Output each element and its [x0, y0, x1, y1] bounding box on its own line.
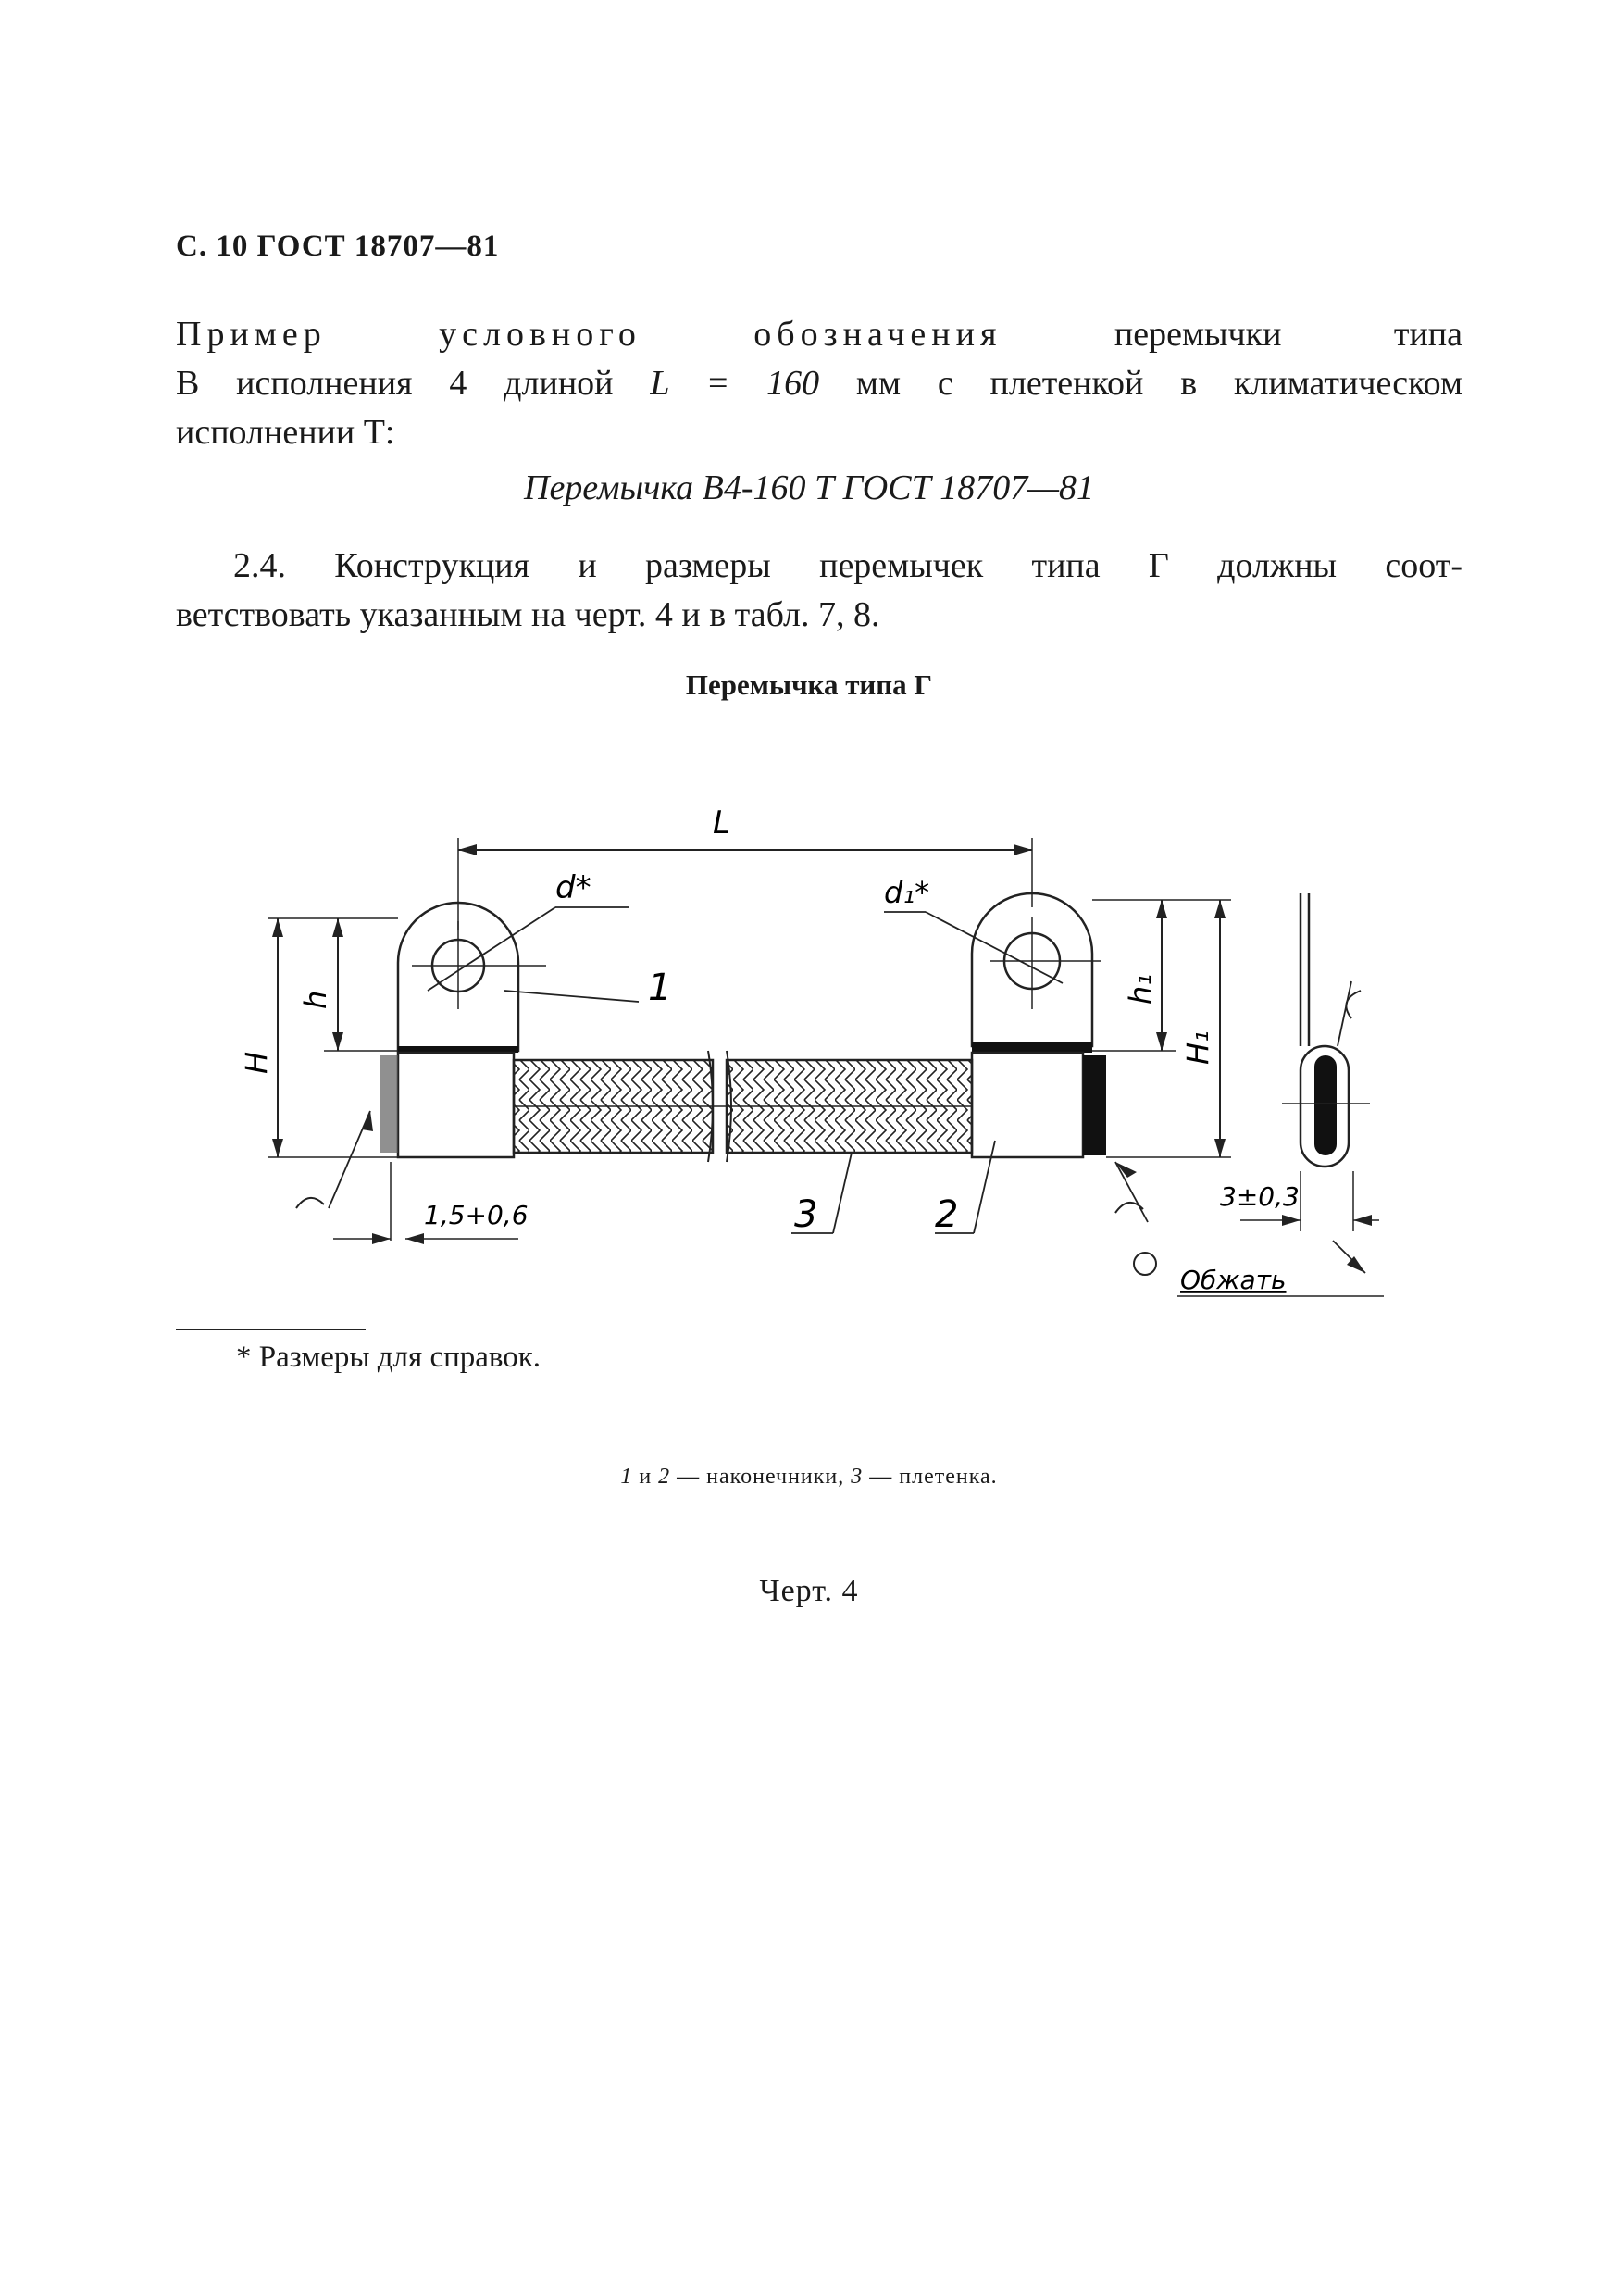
right-tip	[884, 875, 1106, 1236]
phrase: в климатическом	[1180, 364, 1462, 403]
figure-legend	[0, 1465, 1618, 1490]
word: обозначения	[753, 315, 1002, 354]
word: типа	[1393, 315, 1463, 354]
label-d: d*	[555, 869, 591, 906]
label-pos1: 1	[648, 967, 672, 1009]
figure-title: Перемычка типа Г	[685, 668, 933, 701]
label-pos3: 3	[794, 1193, 818, 1236]
footnote: * Размеры для справок.	[236, 1341, 541, 1374]
legend-num-2: 2	[658, 1465, 671, 1489]
phrase: мм с плетенкой	[855, 364, 1144, 403]
para1-line3: исполнении Т:	[176, 413, 395, 452]
word: перемычки	[1114, 315, 1282, 354]
dimensions-right	[1092, 900, 1231, 1275]
label-H1: H₁	[1180, 1030, 1215, 1065]
dimension-L	[458, 805, 1032, 930]
label-h: h	[298, 990, 333, 1009]
phrase: В исполнения 4 длиной	[176, 364, 614, 403]
label-d1: d₁*	[884, 875, 930, 910]
page-header: С. 10 ГОСТ 18707—81	[176, 230, 500, 263]
label-L: L	[713, 805, 730, 842]
label-pos2: 2	[935, 1193, 959, 1236]
footnote-divider	[176, 1329, 366, 1330]
designation-example: Перемычка В4-160 Т ГОСТ 18707—81	[524, 468, 1094, 507]
label-h1: h₁	[1123, 973, 1158, 1004]
braid-3	[514, 1051, 972, 1236]
side-view	[1177, 893, 1384, 1296]
para2-line1: 2.4. Конструкция и размеры перемычек типа Г должны соот-	[233, 546, 1462, 585]
legend-num-3: 3	[851, 1465, 864, 1489]
legend-tips: — наконечники,	[677, 1465, 845, 1489]
label-tol-right: 3±0,3	[1220, 1181, 1300, 1212]
legend-num-1: 1	[620, 1465, 633, 1489]
legend-and: и	[639, 1465, 653, 1489]
label-H: H	[239, 1051, 274, 1074]
para2-line2: ветствовать указанным на черт. 4 и в табл. 7, 8.	[176, 595, 880, 634]
legend-braid: — плетенка.	[869, 1465, 998, 1489]
word: Пример	[176, 315, 327, 354]
label-crimp-note: Обжать	[1180, 1265, 1287, 1295]
length-formula: L = 160	[650, 364, 820, 403]
figure-number: Черт. 4	[759, 1574, 859, 1608]
label-tol-left: 1,5+0,6	[424, 1200, 529, 1230]
word: условного	[439, 315, 641, 354]
